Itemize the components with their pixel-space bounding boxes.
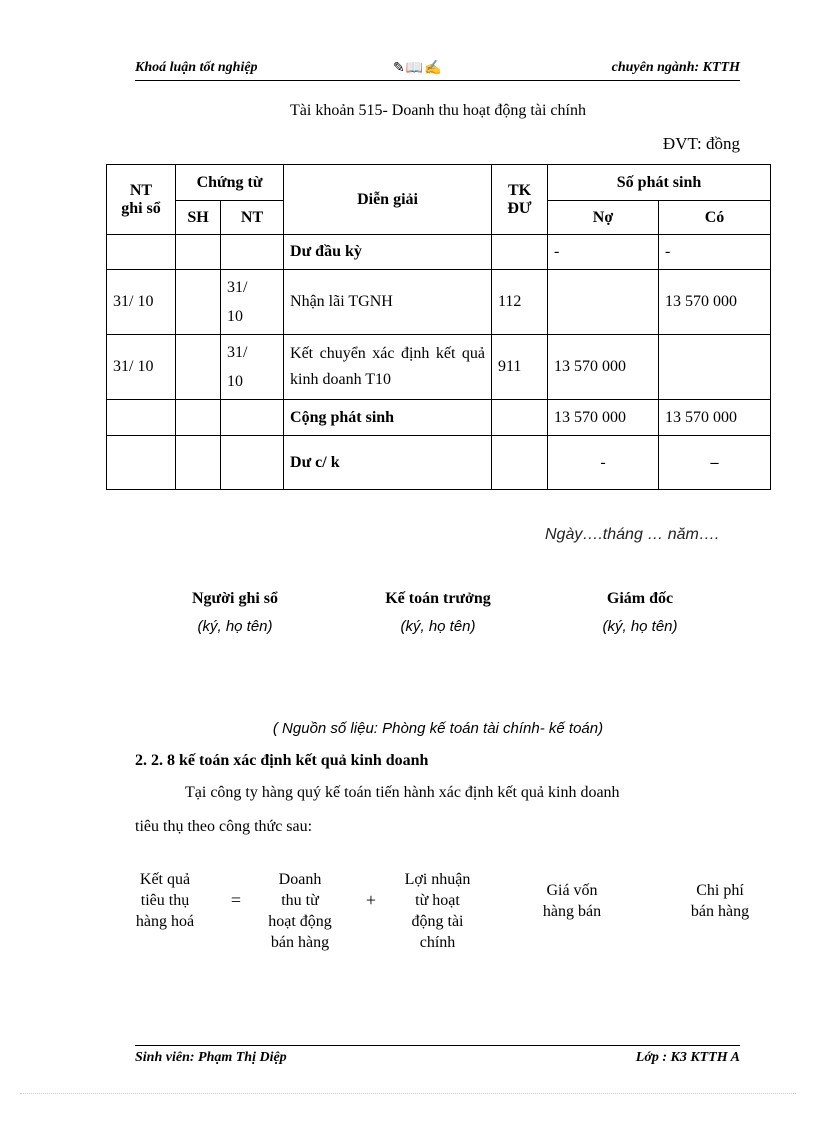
col-header-co: Có (659, 201, 771, 235)
paragraph-line-1: Tại công ty hàng quý kế toán tiến hành xác định kết quả kinh doanh (185, 784, 620, 801)
formula-selling-expense: Chi phí bán hàng (690, 882, 750, 920)
cell-dien-giai: Dư đầu kỳ (284, 235, 492, 270)
signature-director (540, 590, 740, 635)
cell-dien-giai: Nhận lãi TGNH (284, 270, 492, 335)
data-source-note: ( Nguồn số liệu: Phòng kế toán tài chính- kế toán) (272, 720, 604, 737)
page-header (135, 60, 740, 81)
formula-financial-profit: Lợi nhuận từ hoạt động tài chính (404, 871, 471, 951)
cell-tk: 911 (492, 335, 548, 400)
signature-bookkeeper (135, 590, 335, 635)
col-header-nt-ghi-so: NT ghi sổ (107, 165, 176, 235)
col-header-so-phat-sinh: Số phát sinh (548, 165, 771, 201)
cell-nt-ghi-so (107, 436, 176, 490)
section-title: 2. 2. 8 kế toán xác định kết quả kinh doanh (135, 752, 429, 769)
cell-sh (176, 400, 221, 436)
cell-co: 13 570 000 (659, 270, 771, 335)
formula-result: Kết quả tiêu thụ hàng hoá (135, 871, 195, 930)
paragraph-line-2: tiêu thụ theo công thức sau: (135, 818, 313, 835)
signature-note: (ký, họ tên) (400, 618, 476, 635)
header-book-ornament-icon: ✎📖✍ (393, 61, 443, 76)
formula-plus-sign: + (365, 890, 377, 910)
cell-co: - (659, 235, 771, 270)
cell-dien-giai: Dư c/ k (284, 436, 492, 490)
cell-tk (492, 235, 548, 270)
col-header-sh: SH (176, 201, 221, 235)
table-row (107, 436, 771, 490)
date-line: Ngày….tháng … năm…. (545, 526, 720, 543)
cell-no: 13 570 000 (548, 335, 659, 400)
cell-nt (221, 436, 284, 490)
col-header-no: Nợ (548, 201, 659, 235)
currency-unit: ĐVT: đồng (662, 134, 740, 153)
cell-no: 13 570 000 (548, 400, 659, 436)
formula-cost-of-goods: Giá vốn hàng bán (542, 882, 602, 920)
formula-revenue: Doanh thu từ hoạt động bán hàng (268, 871, 332, 951)
cell-dien-giai: Kết chuyển xác định kết quả kinh doanh T10 (284, 335, 492, 400)
signature-chief-accountant (338, 590, 538, 635)
page-bottom-divider (20, 1093, 796, 1094)
cell-sh (176, 335, 221, 400)
cell-nt-ghi-so: 31/ 10 (107, 270, 176, 335)
cell-co: – (659, 436, 771, 490)
cell-nt-ghi-so (107, 235, 176, 270)
table-row (107, 270, 771, 335)
cell-tk (492, 400, 548, 436)
table-row (107, 335, 771, 400)
ledger-table (106, 164, 771, 490)
col-header-dien-giai: Diễn giải (284, 165, 492, 235)
cell-sh (176, 270, 221, 335)
cell-nt-ghi-so: 31/ 10 (107, 335, 176, 400)
footer-class-label: Lớp : K3 KTTH A (635, 1050, 740, 1065)
formula-equals-sign: = (230, 890, 242, 910)
signature-role: Kế toán trưởng (385, 590, 491, 607)
col-header-nt: NT (221, 201, 284, 235)
header-major-label: chuyên ngành: KTTH (611, 60, 740, 75)
cell-tk (492, 436, 548, 490)
account-title: Tài khoản 515- Doanh thu hoạt động tài chính (290, 102, 586, 119)
cell-no (548, 270, 659, 335)
cell-no: - (548, 235, 659, 270)
page-footer (135, 1045, 740, 1066)
cell-co (659, 335, 771, 400)
col-header-chung-tu: Chứng từ (176, 165, 284, 201)
cell-nt: 31/ 10 (221, 270, 284, 335)
cell-nt (221, 400, 284, 436)
cell-dien-giai: Cộng phát sinh (284, 400, 492, 436)
cell-nt (221, 235, 284, 270)
signature-note: (ký, họ tên) (197, 618, 273, 635)
cell-co: 13 570 000 (659, 400, 771, 436)
footer-student-name: Sinh viên: Phạm Thị Diệp (135, 1050, 287, 1065)
header-thesis-label: Khoá luận tốt nghiệp (135, 60, 258, 75)
col-header-tk-du: TK ĐƯ (492, 165, 548, 235)
cell-nt: 31/ 10 (221, 335, 284, 400)
table-row (107, 400, 771, 436)
signature-note: (ký, họ tên) (602, 618, 678, 635)
cell-no: - (548, 436, 659, 490)
cell-sh (176, 436, 221, 490)
signature-role: Người ghi sổ (191, 590, 279, 607)
table-header-row (107, 165, 771, 201)
cell-nt-ghi-so (107, 400, 176, 436)
cell-tk: 112 (492, 270, 548, 335)
signature-role: Giám đốc (606, 590, 674, 607)
table-row (107, 235, 771, 270)
cell-sh (176, 235, 221, 270)
